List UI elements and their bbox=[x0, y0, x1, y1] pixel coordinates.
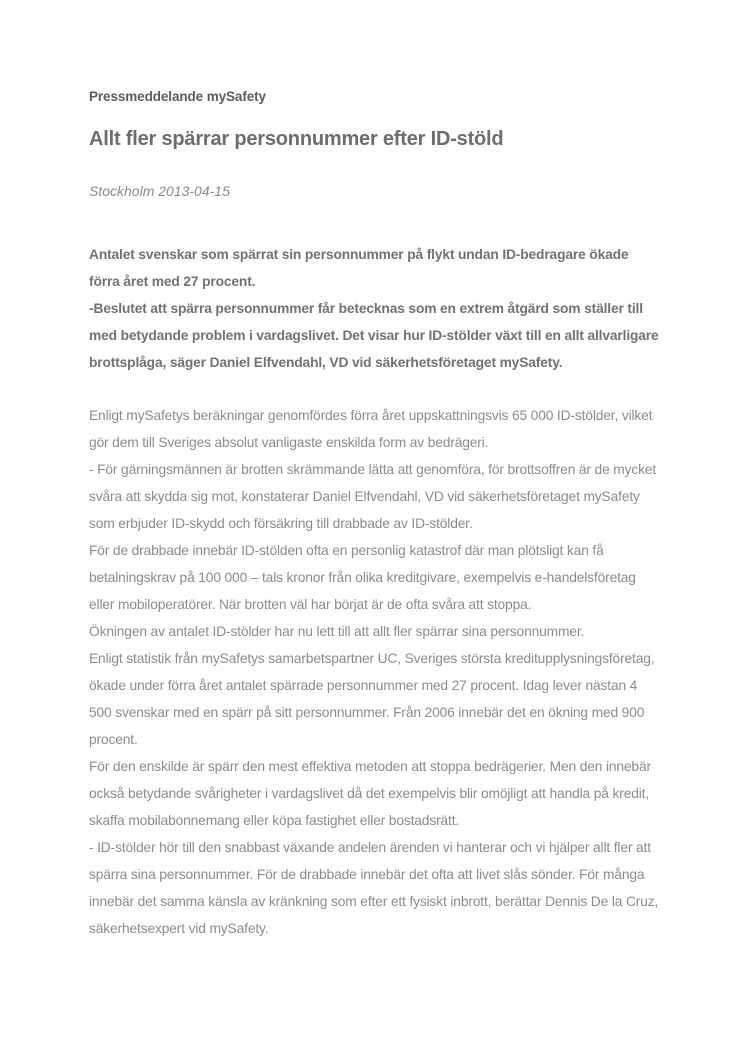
body-paragraph: För den enskilde är spärr den mest effektiva metoden att stoppa bedrägerier. Men den innebär också betydande svårigheter i vardagslivet då det exempelvis blir omöjligt att handla på kredit, skaffa mobilabonnemang eller köpa fastighet eller bostadsrätt. bbox=[89, 759, 651, 828]
body-paragraph: Enligt statistik från mySafetys samarbetspartner UC, Sveriges största kreditupplysningsföretag, ökade under förra året antalet spärrade personnummer med 27 procent. Idag lever nästan 4 500 svenskar med en spärr på sitt personnummer. Från 2006 innebär det en ökning med 900 procent. bbox=[89, 651, 655, 747]
body-paragraph: Enligt mySafetys beräkningar genomfördes förra året uppskattningsvis 65 000 ID-stölder, vilket gör dem till Sveriges absolut vanligaste enskilda form av bedrägeri. bbox=[89, 408, 653, 450]
lead-paragraph: Antalet svenskar som spärrat sin personnummer på flykt undan ID-bedragare ökade förra året med 27 procent. bbox=[89, 247, 629, 289]
lead-section bbox=[89, 241, 661, 376]
body-paragraph: - ID-stölder hör till den snabbast växande andelen ärenden vi hanterar och vi hjälper allt fler att spärra sina personnummer. För de drabbade innebär det ofta att livet slås sönder. För många innebär det samma känsla av kränkning som efter ett fysiskt inbrott, berättar Dennis De la Cruz, säkerhetsexpert vid mySafety. bbox=[89, 840, 659, 936]
dateline: Stockholm 2013-04-15 bbox=[89, 183, 230, 199]
kicker-label: Pressmeddelande mySafety bbox=[89, 89, 266, 104]
body-section bbox=[89, 402, 661, 942]
page-title: Allt fler spärrar personnummer efter ID-stöld bbox=[89, 128, 504, 150]
body-paragraph: För de drabbade innebär ID-stölden ofta en personlig katastrof där man plötsligt kan få betalningskrav på 100 000 – tals kronor från olika kreditgivare, exempelvis e-handelsföretag eller mobiloperatörer. När brotten väl har börjat är de ofta svåra att stoppa. bbox=[89, 543, 636, 612]
lead-paragraph: -Beslutet att spärra personnummer får betecknas som en extrem åtgärd som ställer till med betydande problem i vardagslivet. Det visar hur ID-stölder växt till en allt allvarligare brottsplåga, säger Daniel Elfvendahl, VD vid säkerhetsföretaget mySafety. bbox=[89, 301, 659, 370]
press-release-content bbox=[89, 89, 661, 942]
body-paragraph: Ökningen av antalet ID-stölder har nu lett till att allt fler spärrar sina personnummer. bbox=[89, 624, 585, 639]
body-paragraph: - För gärningsmännen är brotten skrämmande lätta att genomföra, för brottsoffren är de mycket svåra att skydda sig mot, konstaterar Daniel Elfvendahl, VD vid säkerhetsföretaget mySafety som erbjuder ID-skydd och försäkring till drabbade av ID-stölder. bbox=[89, 462, 657, 531]
